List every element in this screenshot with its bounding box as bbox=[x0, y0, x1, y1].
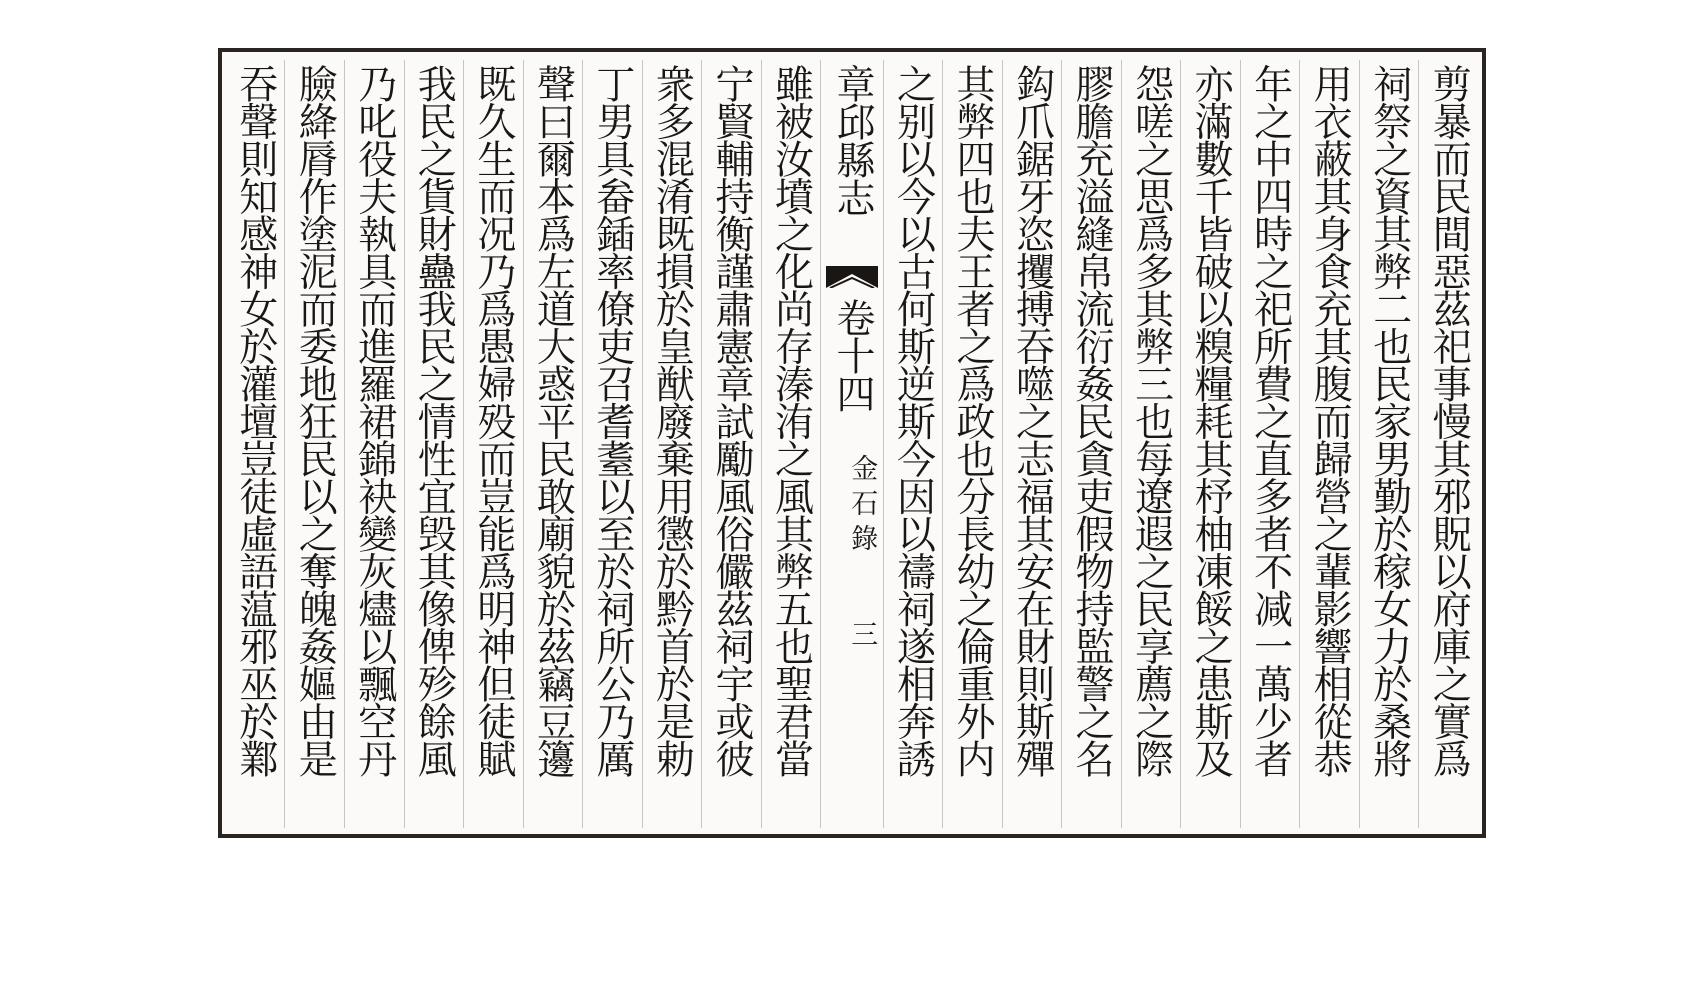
text-column-r10 bbox=[883, 60, 943, 828]
text-column-l5 bbox=[523, 60, 583, 828]
text-column-r3 bbox=[1299, 60, 1359, 828]
book-title: 章邱縣志 bbox=[829, 64, 875, 216]
text-column-l8 bbox=[344, 60, 404, 828]
text-column-r5 bbox=[1180, 60, 1240, 828]
text-column-l4 bbox=[582, 60, 642, 828]
book-page bbox=[218, 48, 1486, 838]
column-text: 聲曰爾本爲左道大惑平民敢廟貌於茲竊豆籩 bbox=[530, 64, 576, 777]
page-number: 三 bbox=[846, 620, 878, 647]
text-column-l10 bbox=[226, 60, 285, 828]
text-column-l2 bbox=[701, 60, 761, 828]
text-column-r2 bbox=[1359, 60, 1419, 828]
column-text: 宁賢輔持衡謹肅憲章試勵風俗儼茲祠宇或彼 bbox=[708, 64, 754, 777]
column-text: 其弊四也夫王者之爲政也分長幼之倫重外内 bbox=[949, 64, 995, 777]
text-column-r1 bbox=[1418, 60, 1478, 828]
text-column-r6 bbox=[1121, 60, 1181, 828]
column-text: 用衣蔽其身食充其腹而歸營之輩影響相從恭 bbox=[1307, 64, 1353, 777]
text-column-r8 bbox=[1002, 60, 1062, 828]
text-column-l6 bbox=[463, 60, 523, 828]
column-text: 亦滿數千皆破以糗糧耗其杼柚凍餒之患斯及 bbox=[1188, 64, 1234, 777]
text-column-r9 bbox=[942, 60, 1002, 828]
column-text: 乃叱役夫執具而進羅裙錦袂變灰燼以飄空丹 bbox=[351, 64, 397, 777]
text-column-r4 bbox=[1240, 60, 1300, 828]
column-text: 吞聲則知感神女於灌壇豈徒虛語蕰邪巫於鄴 bbox=[232, 64, 278, 777]
column-text: 之别以今以古何斯逆斯今因以禱祠遂相奔誘 bbox=[890, 64, 936, 777]
column-text: 雖被汝墳之化尚存溱洧之風其弊五也聖君當 bbox=[768, 64, 814, 777]
column-text: 怨嗟之思爲多其弊三也每遼遐之民享薦之際 bbox=[1128, 64, 1174, 777]
column-text: 年之中四時之祀所費之直多者不减一萬少者 bbox=[1247, 64, 1293, 777]
column-text: 既久生而况乃爲愚婦殁而豈能爲明神但徒賦 bbox=[470, 64, 516, 777]
text-column-l7 bbox=[404, 60, 464, 828]
column-text: 膠膽充溢縫帛流衍姦民貪吏假物持監警之名 bbox=[1069, 64, 1115, 777]
column-text: 剪暴而民間惡茲祀事慢其邪貺以府庫之實爲 bbox=[1426, 64, 1472, 777]
column-text: 臉絳脣作塗泥而委地狂民以之奪魄姦嫗由是 bbox=[292, 64, 338, 777]
center-block bbox=[820, 60, 882, 828]
fishtail-icon bbox=[826, 266, 878, 288]
text-column-l3 bbox=[642, 60, 702, 828]
column-text: 衆多混淆既損於皇猷廢棄用懲於黔首於是勅 bbox=[649, 64, 695, 777]
section-title: 金石錄 bbox=[846, 454, 878, 559]
text-column-l1 bbox=[761, 60, 821, 828]
column-text: 鈎爪鋸牙恣攫搏吞噬之志福其安在財則斯殫 bbox=[1009, 64, 1055, 777]
column-text: 我民之貨財蠱我民之情性宜毁其像俾殄餘風 bbox=[411, 64, 457, 777]
volume-label: 卷十四 bbox=[829, 298, 875, 412]
text-columns bbox=[226, 60, 1478, 828]
text-column-l9 bbox=[284, 60, 344, 828]
text-column-r7 bbox=[1061, 60, 1121, 828]
column-text: 祠祭之資其弊二也民家男勤於稼女力於桑將 bbox=[1366, 64, 1412, 777]
column-text: 丁男具畚鍤率僚吏召耆耋以至於祠所公乃厲 bbox=[589, 64, 635, 777]
